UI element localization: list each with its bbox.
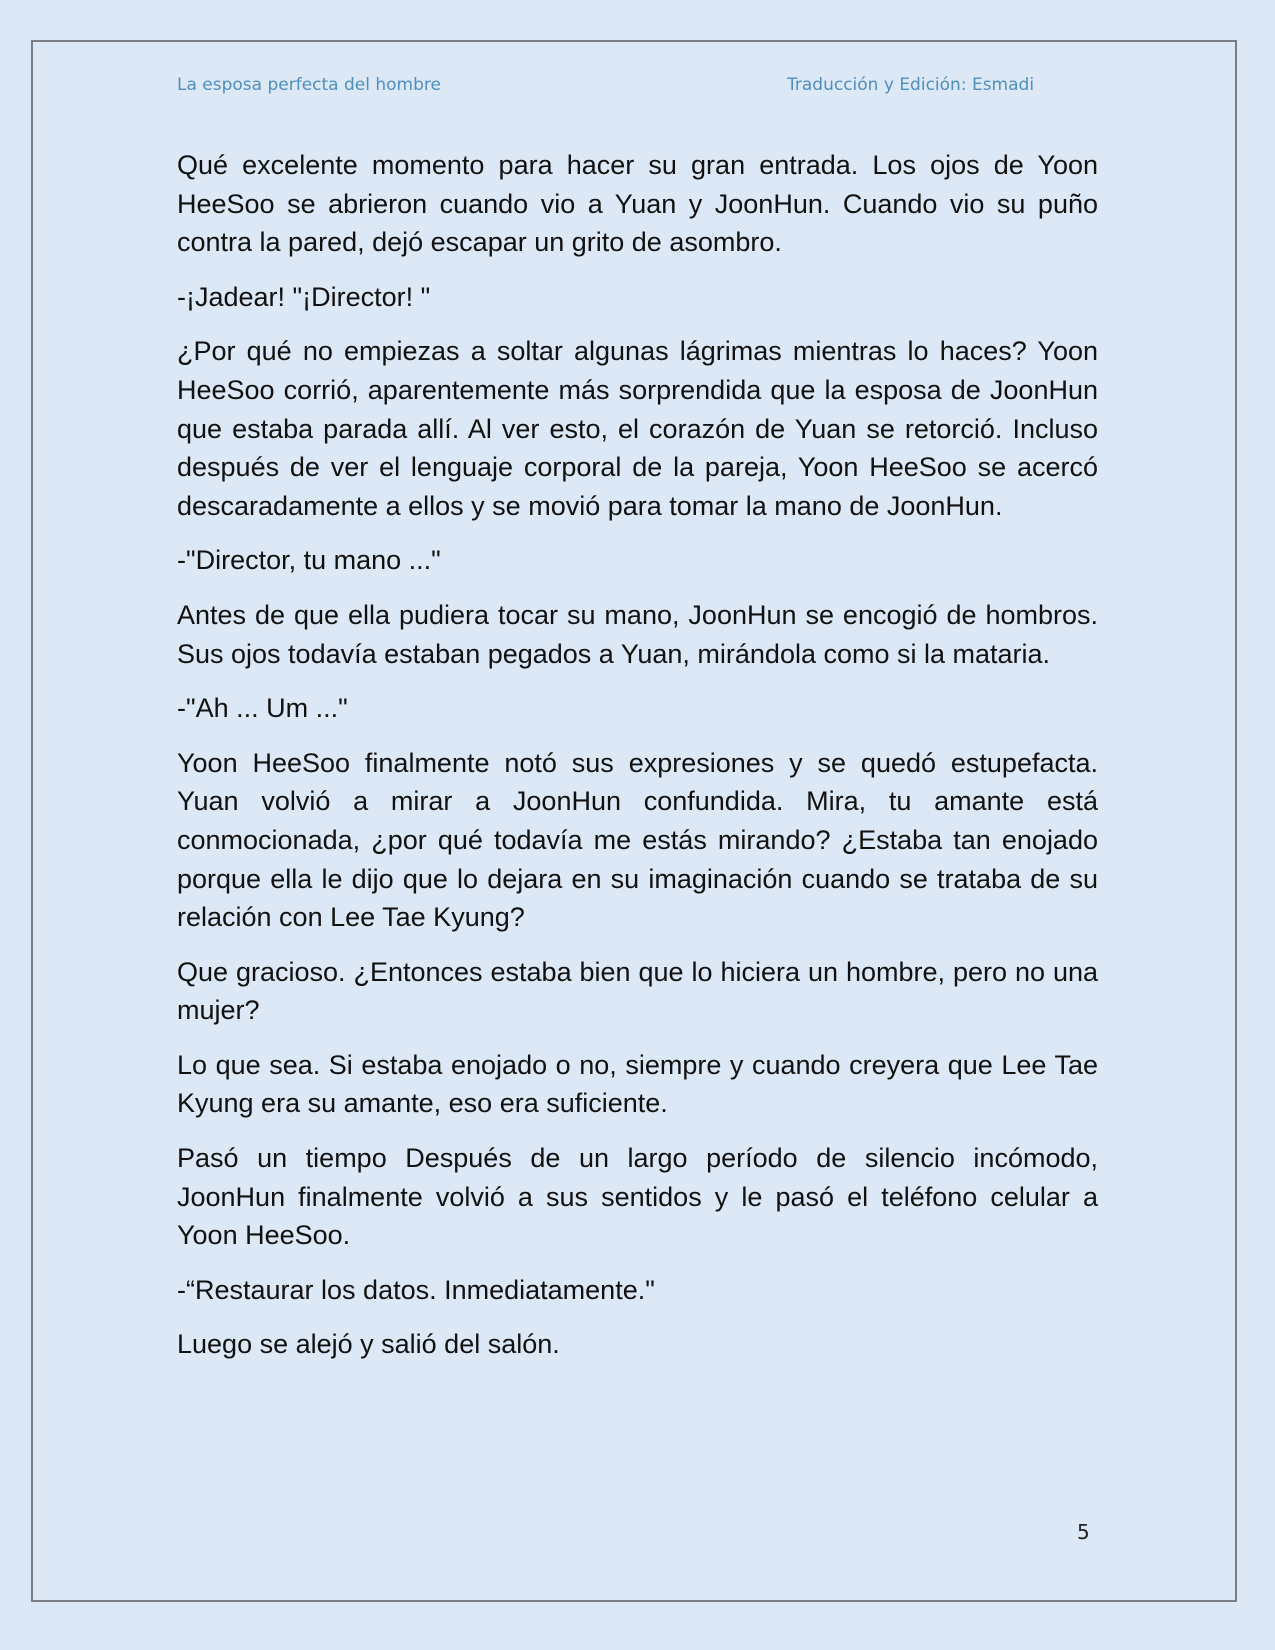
dialogue-line: -"Ah ... Um ..."	[177, 693, 348, 724]
paragraph: Lo que sea. Si estaba enojado o no, siempre y cuando creyera que Lee Tae Kyung era su amante, eso era suficiente.	[177, 1049, 1098, 1119]
header-credits: Traducción y Edición: Esmadi	[787, 75, 1035, 95]
paragraph: Qué excelente momento para hacer su gran entrada. Los ojos de Yoon HeeSoo se abrieron cuando vio a Yuan y JoonHun. Cuando vio su puño contra la pared, dejó escapar un grito de asombro.	[177, 150, 1098, 258]
paragraph: Pasó un tiempo Después de un largo período de silencio incómodo, JoonHun finalmente volvió a sus sentidos y le pasó el teléfono celular a Yoon HeeSoo.	[177, 1143, 1098, 1251]
paragraph: Luego se alejó y salió del salón.	[177, 1329, 560, 1360]
paragraph: Que gracioso. ¿Entonces estaba bien que lo hiciera un hombre, pero no una mujer?	[177, 956, 1098, 1026]
dialogue-line: -"Director, tu mano ..."	[177, 545, 441, 576]
paragraph: ¿Por qué no empiezas a soltar algunas lágrimas mientras lo haces? Yoon HeeSoo corrió, aparentemente más sorprendida que la esposa de JoonHun que estaba parada allí. Al ver esto, el corazón de Yuan se retorció. Incluso después de ver el lenguaje corporal de la pareja, Yoon HeeSoo se acercó descaradamente a ellos y se movió para tomar la mano de JoonHun.	[177, 336, 1098, 521]
document-body	[177, 146, 1098, 1380]
header-book-title: La esposa perfecta del hombre	[177, 75, 441, 95]
page-header	[177, 75, 1097, 101]
dialogue-line: -“Restaurar los datos. Inmediatamente."	[177, 1274, 655, 1305]
dialogue-line: -¡Jadear! "¡Director! "	[177, 281, 431, 312]
paragraph: Antes de que ella pudiera tocar su mano, JoonHun se encogió de hombros. Sus ojos todavía estaban pegados a Yuan, mirándola como si la mataria.	[177, 599, 1098, 669]
page-number: 5	[1077, 1520, 1090, 1544]
paragraph: Yoon HeeSoo finalmente notó sus expresiones y se quedó estupefacta. Yuan volvió a mirar a JoonHun confundida. Mira, tu amante está conmocionada, ¿por qué todavía me estás mirando? ¿Estaba tan enojado porque ella le dijo que lo dejara en su imaginación cuando se trataba de su relación con Lee Tae Kyung?	[177, 747, 1098, 933]
